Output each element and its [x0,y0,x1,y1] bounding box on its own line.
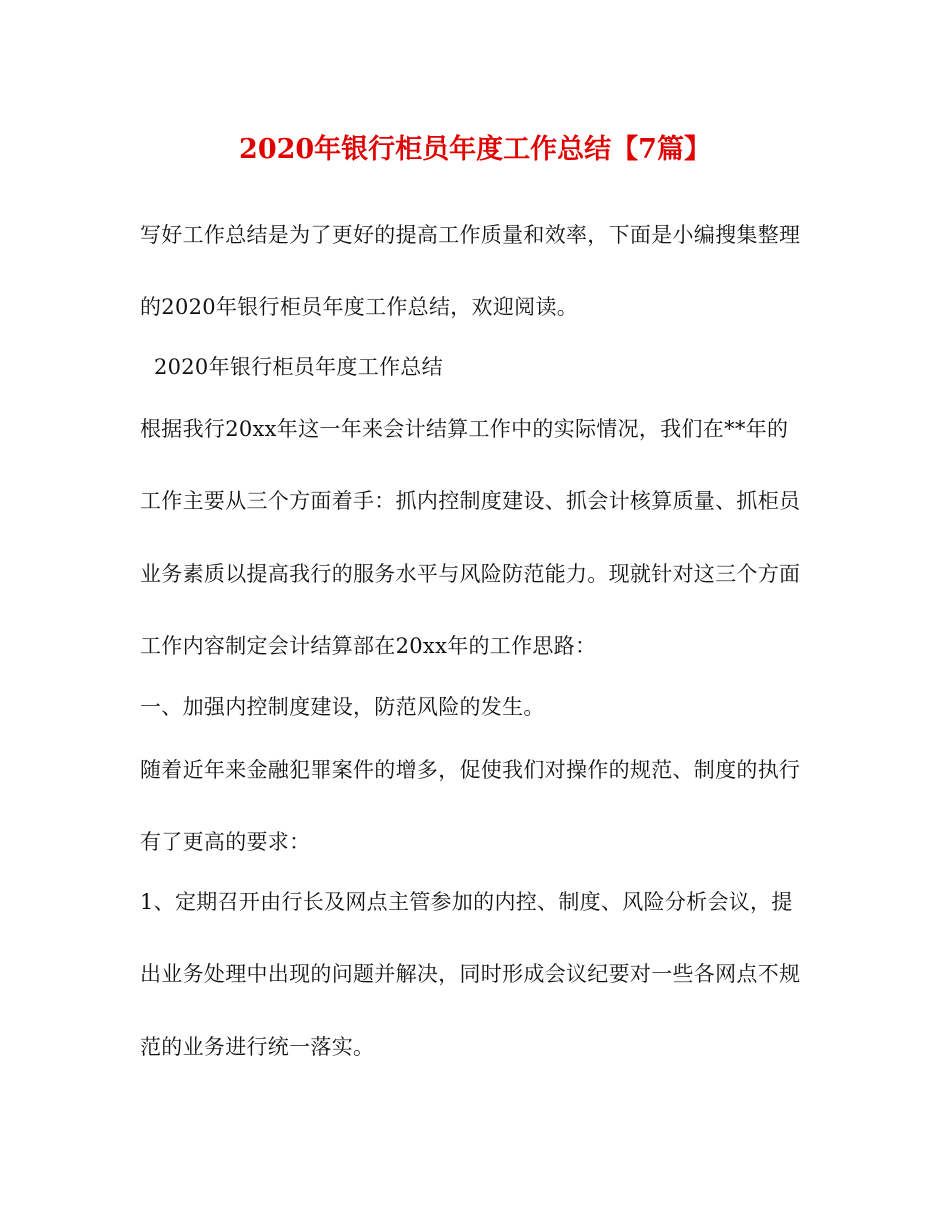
list-item-line: 1、定期召开由行长及网点主管参加的内控、制度、风险分析会议，提 [140,890,793,914]
paragraph-line: 有了更高的要求： [140,830,311,854]
section-heading: 2020年银行柜员年度工作总结 [140,355,443,379]
paragraph-line: 的2020年银行柜员年度工作总结，欢迎阅读。 [140,295,579,319]
list-item-line: 范的业务进行统一落实。 [140,1035,375,1059]
list-item-line: 出业务处理中出现的问题并解决，同时形成会议纪要对一些各网点不规 [140,962,801,986]
paragraph-line: 业务素质以提高我行的服务水平与风险防范能力。现就针对这三个方面 [140,562,801,586]
subsection-heading: 一、加强内控制度建设，防范风险的发生。 [140,695,545,719]
document-title: 2020年银行柜员年度工作总结【7篇】 [239,134,711,165]
paragraph-line: 写好工作总结是为了更好的提高工作质量和效率，下面是小编搜集整理 [140,223,801,247]
paragraph-line: 工作内容制定会计结算部在20xx年的工作思路： [140,634,597,658]
paragraph-line: 根据我行20xx年这一年来会计结算工作中的实际情况，我们在**年的 [140,417,789,441]
paragraph-line: 随着近年来金融犯罪案件的增多，促使我们对操作的规范、制度的执行 [140,758,801,782]
paragraph-line: 工作主要从三个方面着手：抓内控制度建设、抓会计核算质量、抓柜员 [140,489,801,513]
